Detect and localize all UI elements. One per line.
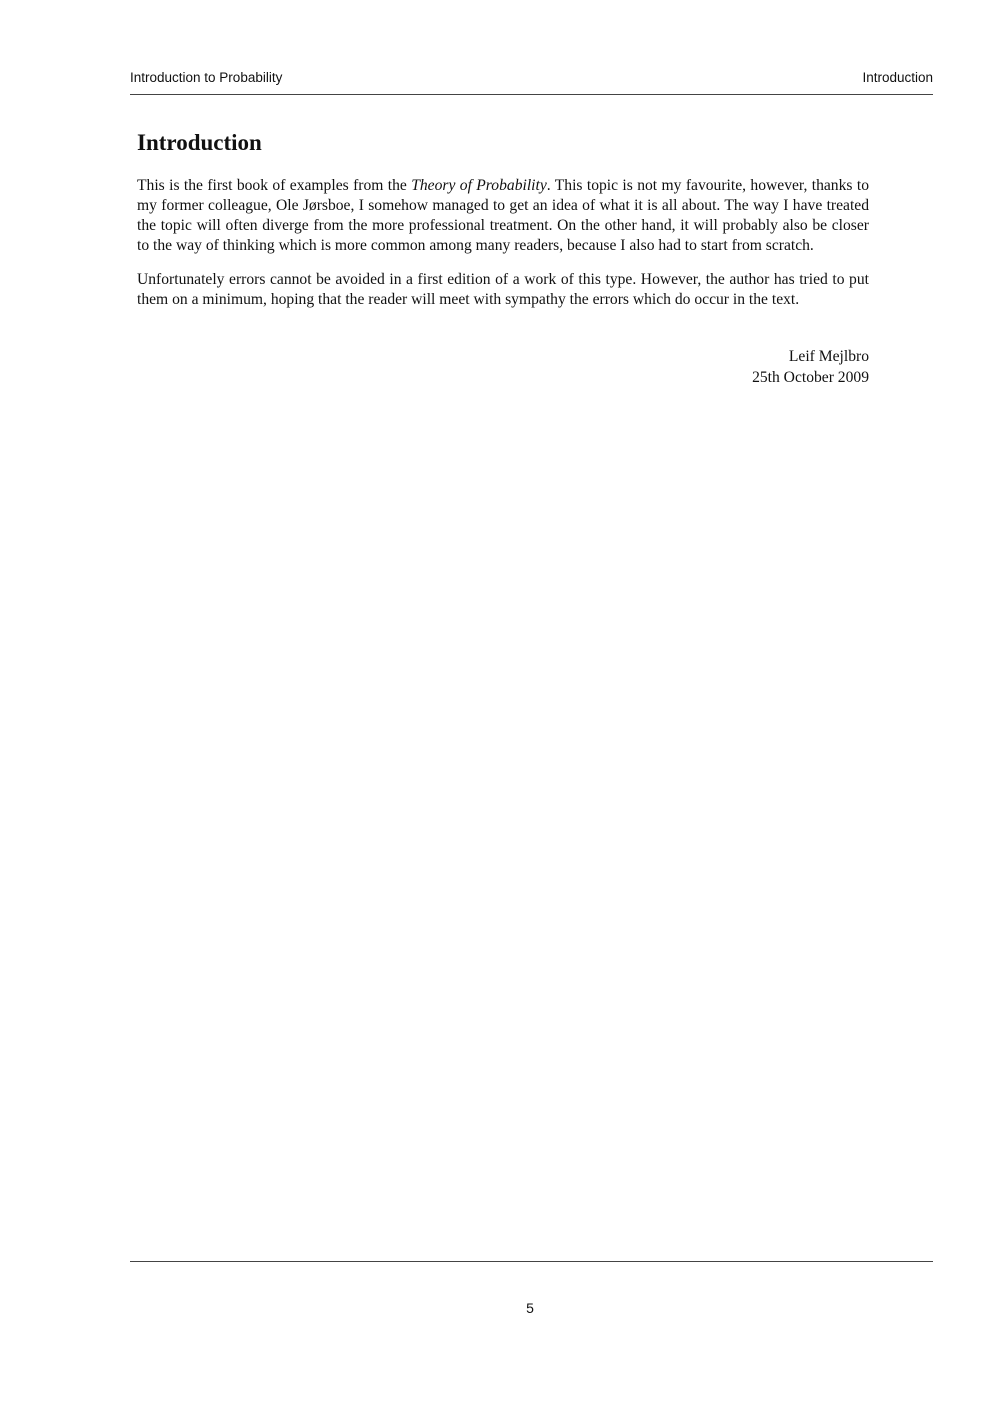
book-title-emphasis: Theory of Probability xyxy=(411,177,547,194)
page-number: 5 xyxy=(526,1300,534,1316)
paragraph-2: Unfortunately errors cannot be avoided in a first edition of a work of this type. However, the author has tried to put them on a minimum, hoping that the reader will meet with sympathy the errors which do occur in the text. xyxy=(137,271,869,308)
paragraph-1-start: This is the first book of examples from the xyxy=(137,177,412,194)
signature-date: 25th October 2009 xyxy=(752,369,869,386)
footer-rule xyxy=(130,1261,933,1262)
header-book-title: Introduction to Probability xyxy=(130,70,283,85)
header-chapter-title: Introduction xyxy=(862,70,933,85)
paragraph-1-rest: . This topic is not my favourite, however, thanks to my former colleague, Ole Jørsboe, I somehow managed to get an idea of what it is all about. The way I have treated the topic will often diverge from the more professional treatment. On the other hand, it will probably also be closer to the way of thinking which is more common among many readers, because I also had to start from scratch. xyxy=(137,177,869,254)
page-content xyxy=(137,128,869,388)
running-header xyxy=(130,69,933,95)
section-title: Introduction xyxy=(137,130,262,155)
paragraph-1 xyxy=(137,176,869,256)
author-name: Leif Mejlbro xyxy=(788,348,869,365)
signature-block xyxy=(137,346,869,388)
